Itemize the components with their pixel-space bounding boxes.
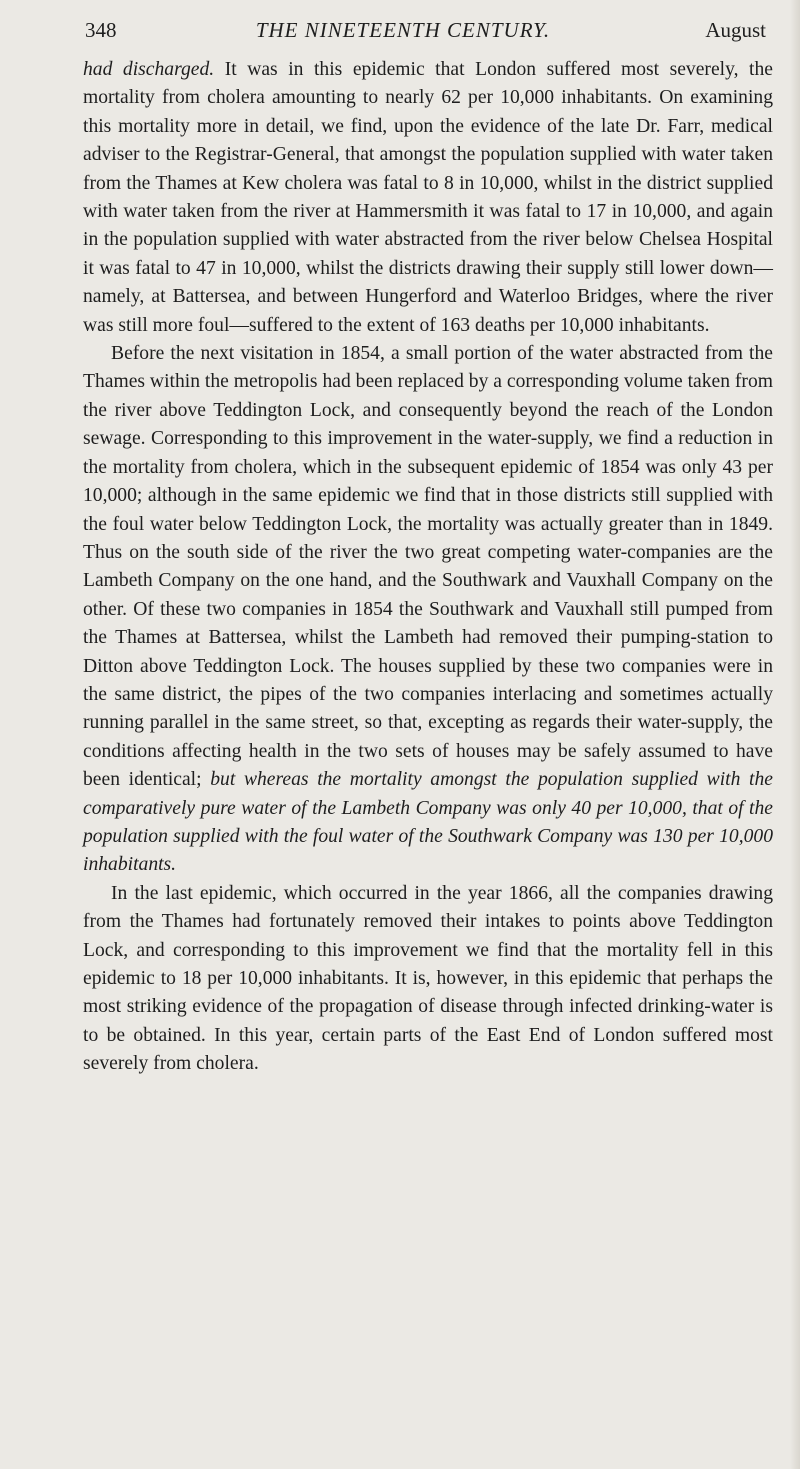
header-month: August xyxy=(705,18,766,42)
body-text xyxy=(83,56,773,1079)
paragraph-2 xyxy=(83,340,773,880)
running-title: THE NINETEENTH CENTURY. xyxy=(255,18,551,42)
page-edge-shadow xyxy=(790,0,800,1469)
text-segment: but whereas the mortality amongst the population supplied with the comparatively pure water of the Lambeth Company was only 40 per 10,000, that of the population supplied with the foul water of the Southwark Company was 130 per 10,000 inhabitants. xyxy=(83,769,773,876)
running-header xyxy=(40,18,766,48)
paragraph-1 xyxy=(83,56,773,340)
text-segment: In the last epidemic, which occurred in the year 1866, all the companies drawing from the Thames had fortunately removed their intakes to points above Teddington Lock, and corresponding to this improvement we find that the mortality fell in this epidemic to 18 per 10,000 inhabitants. It is, however, in this epidemic that perhaps the most striking evidence of the propagation of disease through infected drinking-water is to be obtained. In this year, certain parts of the East End of London suffered most severely from cholera. xyxy=(83,882,773,1075)
page-number: 348 xyxy=(85,18,117,42)
text-segment: Before the next visitation in 1854, a small portion of the water abstracted from the Thames within the metropolis had been replaced by a corresponding volume taken from the river above Teddington Lock, and consequently beyond the reach of the London sewage. Corresponding to this improvement in the water-supply, we find a reduction in the mortality from cholera, which in the subsequent epidemic of 1854 was only 43 per 10,000; although in the same epidemic we find that in those districts still supplied with the foul water below Teddington Lock, the mortality was actually greater than in 1849. Thus on the south side of the river the two great competing water-companies are the Lambeth Company on the one hand, and the Southwark and Vauxhall Company on the other. Of these two companies in 1854 the Southwark and Vauxhall still pumped from the Thames at Battersea, whilst the Lambeth had removed their pumping-station to Ditton above Teddington Lock. The houses supplied by these two companies were in the same district, the pipes of the two companies interlacing and sometimes actually running parallel in the same street, so that, excepting as regards their water-supply, the conditions affecting health in the two sets of houses may be safely assumed to have been identical; xyxy=(83,343,773,791)
text-segment: had discharged. xyxy=(83,59,215,80)
text-segment: It was in this epidemic that London suffered most severely, the mortality from cholera amounting to nearly 62 per 10,000 inhabitants. On examining this mortality more in detail, we find, upon the evidence of the late Dr. Farr, medical adviser to the Registrar-General, that amongst the population supplied with water taken from the Thames at Kew cholera was fatal to 8 in 10,000, whilst in the district supplied with water taken from the river at Hammersmith it was fatal to 17 in 10,000, and again in the population supplied with water abstracted from the river below Chelsea Hospital it was fatal to 47 in 10,000, whilst the districts drawing their supply still lower down—namely, at Battersea, and between Hungerford and Waterloo Bridges, where the river was still more foul—suffered to the extent of 163 deaths per 10,000 inhabitants. xyxy=(83,59,773,336)
paragraph-3 xyxy=(83,880,773,1079)
